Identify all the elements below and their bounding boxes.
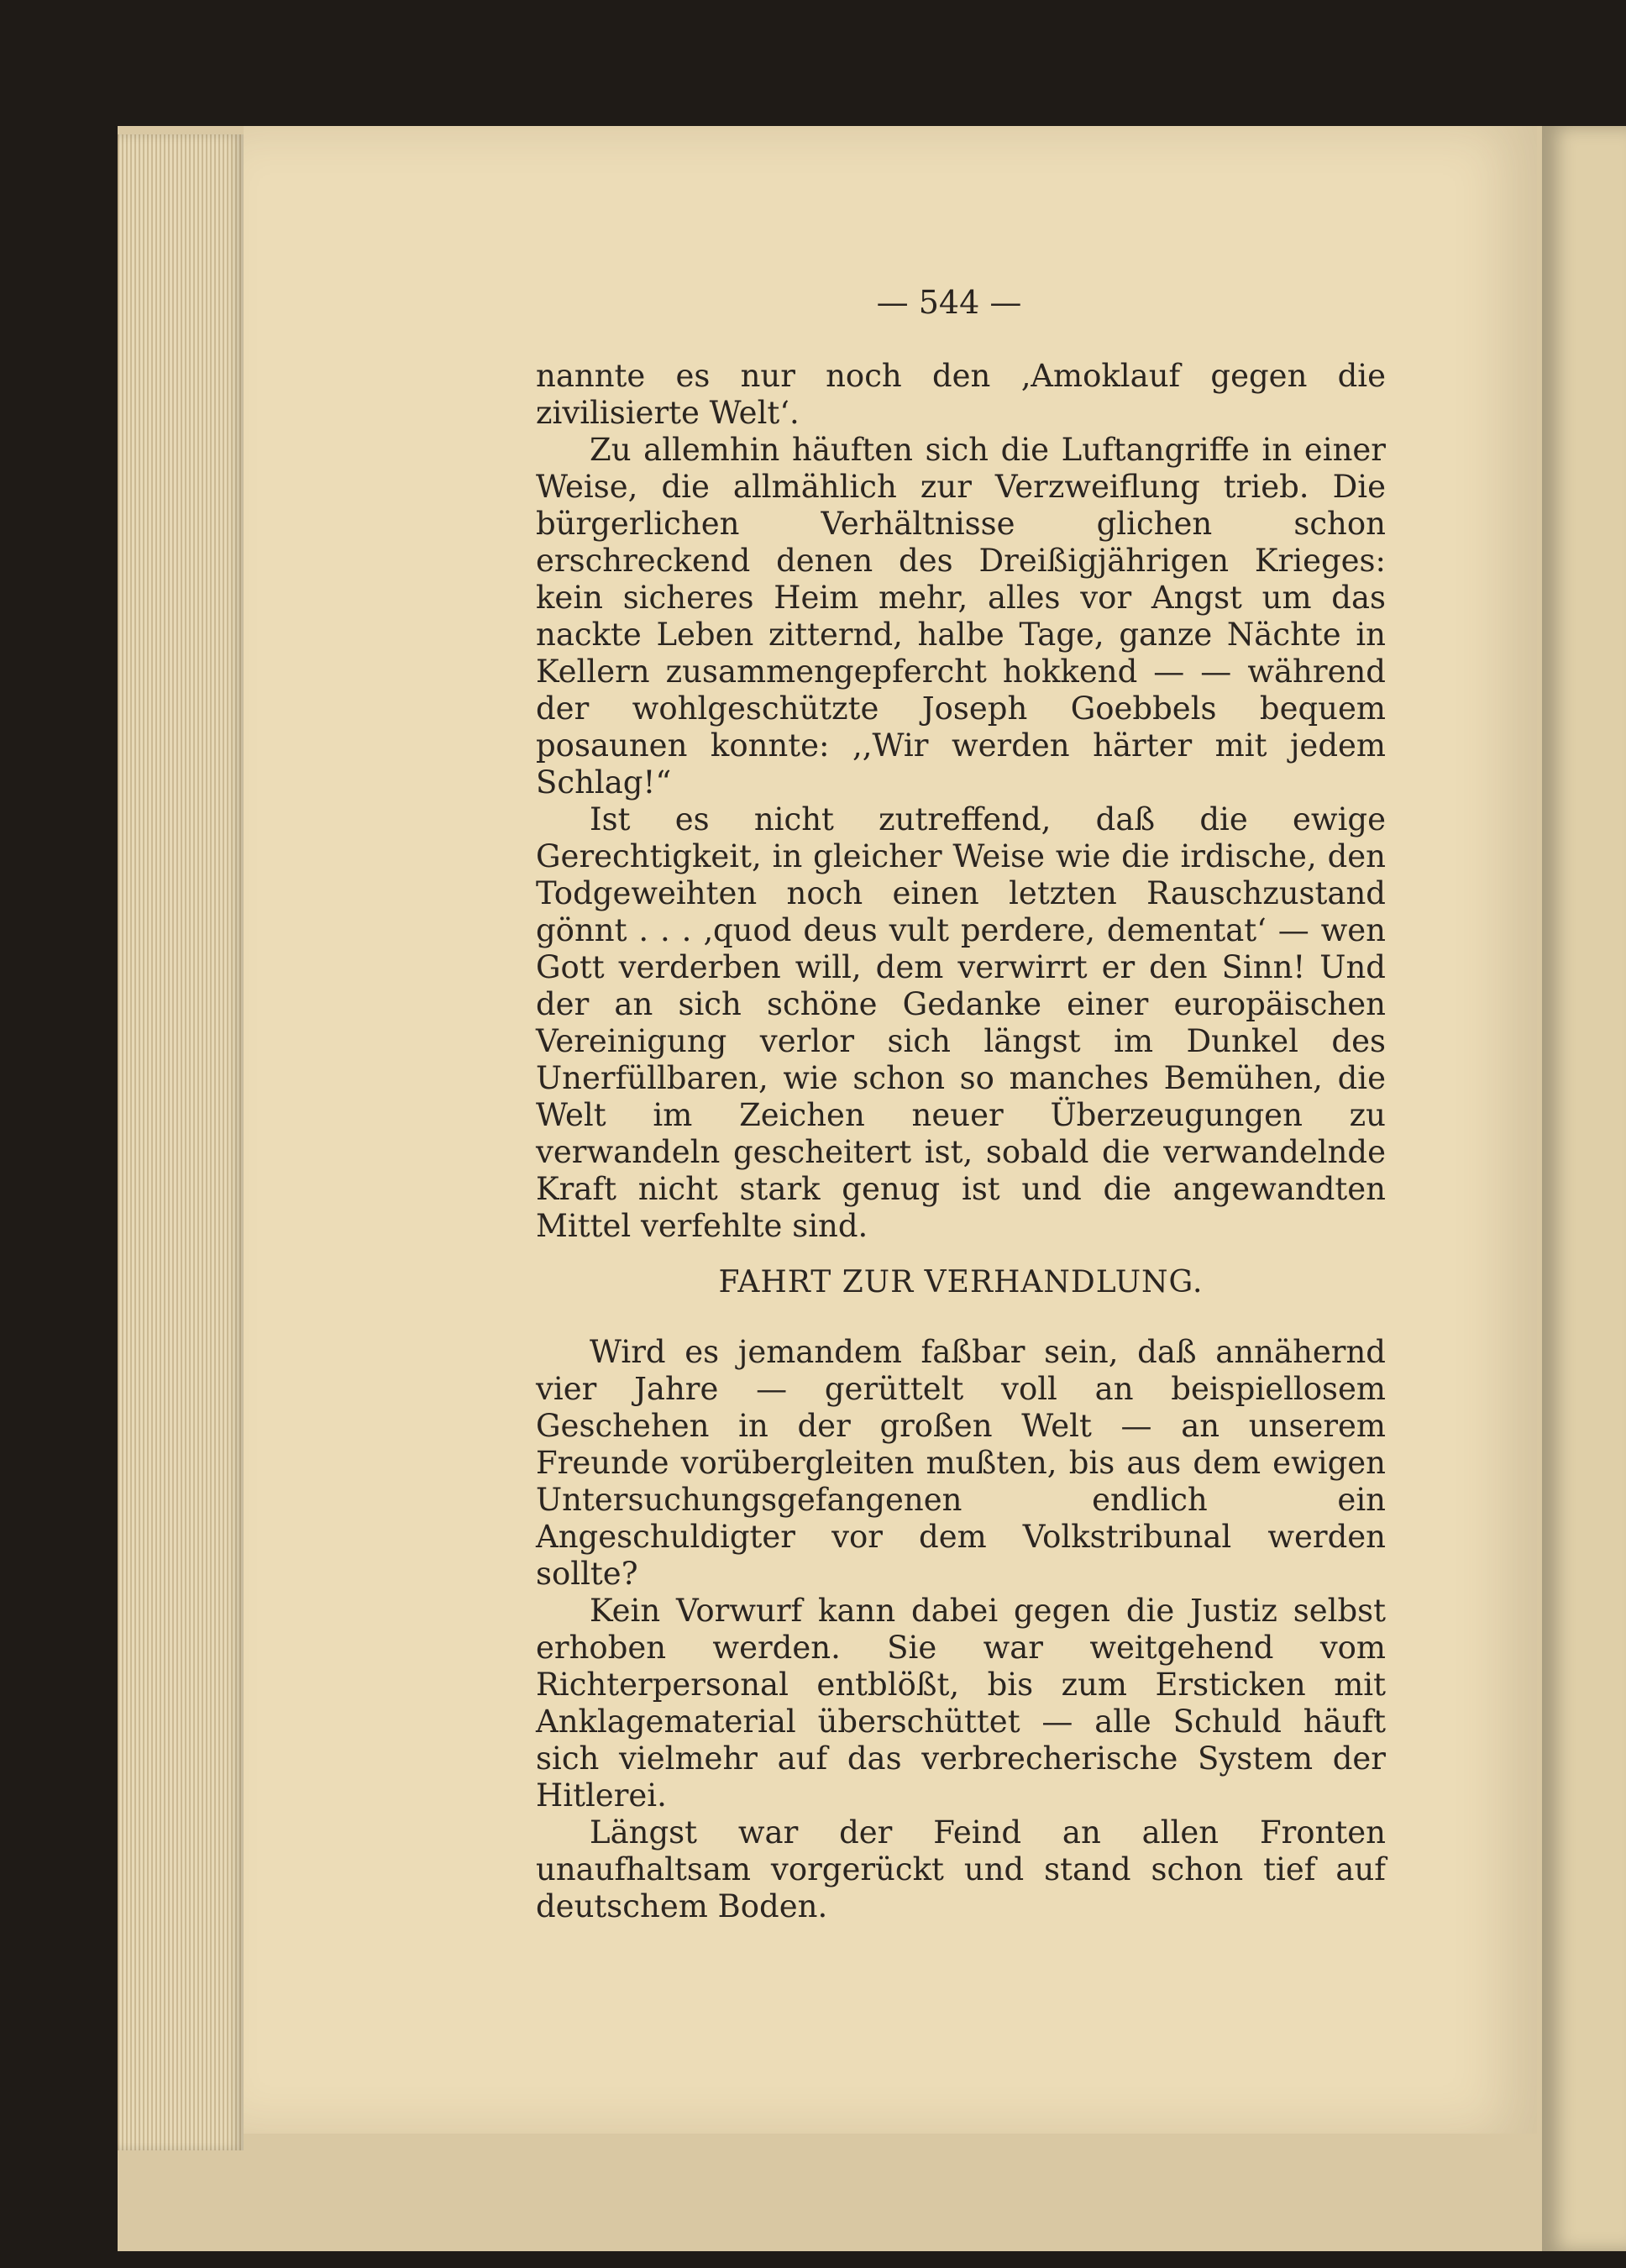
page-edges: [118, 134, 244, 2150]
paragraph-5: Kein Vorwurf kann dabei gegen die Justiz selbst erhoben werden. Sie war weitgehend vom Richterpersonal entblößt, bis zum Ersticken mit Anklagematerial überschüttet — alle Schuld häuft sich vielmehr auf das verbrecherische System der Hitlerei.: [536, 1593, 1386, 1814]
paragraph-3: Ist es nicht zutreffend, daß die ewige Gerechtigkeit, in gleicher Weise wie die irdische, den Todgeweihten noch einen letzten Rauschzustand gönnt . . . ‚quod deus vult perdere, dementat‘ — wen Gott verderben will, dem verwirrt er den Sinn! Und der an sich schöne Gedanke einer europäischen Vereinigung verlor sich längst im Dunkel des Unerfüllbaren, wie schon so manches Bemühen, die Welt im Zeichen neuer Überzeugungen zu verwandeln gescheitert ist, sobald die verwandelnde Kraft nicht stark genug ist und die angewandten Mittel verfehlte sind.: [536, 801, 1386, 1244]
page-number: — 544 —: [876, 284, 1022, 321]
section-heading: FAHRT ZUR VERHANDLUNG.: [718, 1265, 1204, 1299]
text-block-bottom: [536, 1334, 1386, 1925]
paragraph-2: Zu allemhin häuften sich die Luftangriffe in einer Weise, die allmählich zur Verzweiflung trieb. Die bürgerlichen Verhältnisse glichen schon erschreckend denen des Dreißigjährigen Krieges: kein sicheres Heim mehr, alles vor Angst um das nackte Leben zitternd, halbe Tage, ganze Nächte in Kellern zusammengepfercht hokkend — — während der wohlgeschützte Joseph Goebbels bequem posaunen konnte: ,,Wir werden härter mit jedem Schlag!“: [536, 432, 1386, 801]
paragraph-6: Längst war der Feind an allen Fronten unaufhaltsam vorgerückt und stand schon tief auf deutschem Boden.: [536, 1814, 1386, 1924]
paragraph-1: nannte es nur noch den ‚Amoklauf gegen die zivilisierte Welt‘.: [536, 358, 1386, 431]
facing-page-edge: [1542, 126, 1626, 2251]
text-block-top: [536, 358, 1386, 1245]
paragraph-4: Wird es jemandem faßbar sein, daß annähernd vier Jahre — gerüttelt voll an beispiellosem Geschehen in der großen Welt — an unserem Freunde vorübergleiten mußten, bis aus dem ewigen Untersuchungsgefangenen endlich ein Angeschuldigter vor dem Volkstribunal werden sollte?: [536, 1334, 1386, 1592]
